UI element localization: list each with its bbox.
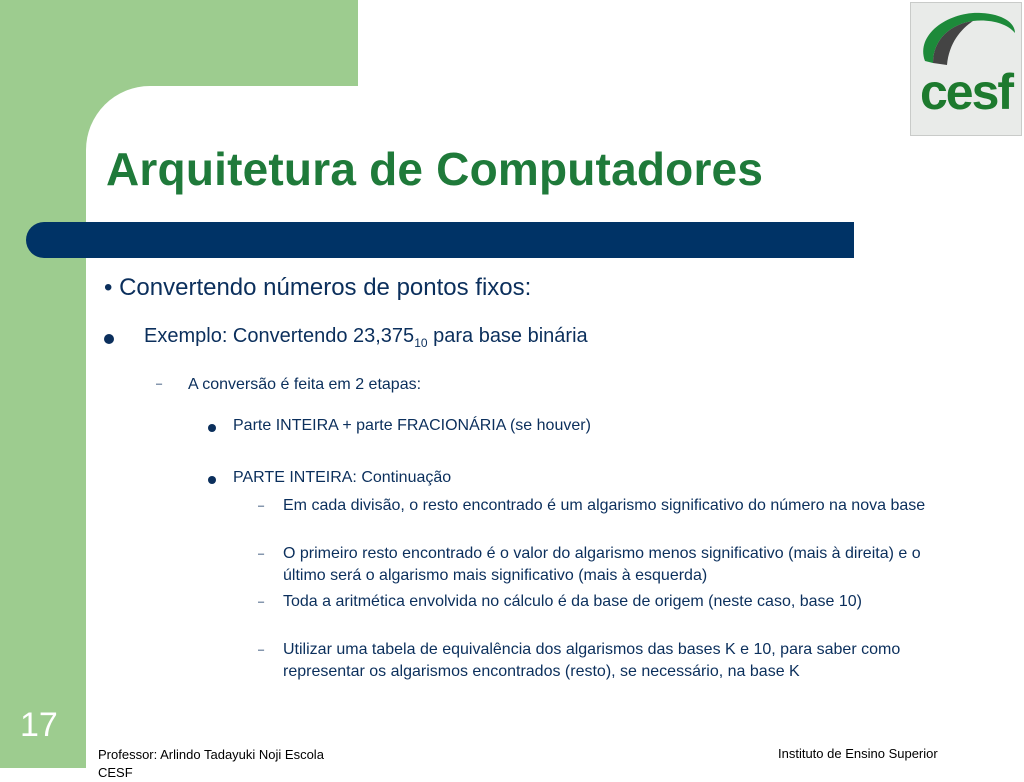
slide-title: Arquitetura de Computadores [106, 143, 764, 195]
detail-text: Toda a aritmética envolvida no cálculo é da base de origem (neste caso, base 10) [283, 593, 863, 610]
example-subscript: 10 [414, 336, 428, 350]
dash-icon: – [258, 500, 265, 512]
footer-institution: Instituto de Ensino Superior [778, 746, 938, 761]
footer-author: Professor: Arlindo Tadayuki Noji Escola CESF [98, 747, 324, 780]
bullet-text: Parte INTEIRA + parte FRACIONÁRIA (se houver) [233, 417, 591, 434]
detail-text: O primeiro resto encontrado é o valor do algarismo menos significativo (mais à direita) e o último será o algarismo mais significativo (mais à esquerda) [283, 545, 921, 584]
detail-item [258, 495, 963, 517]
dash-icon: – [258, 596, 265, 608]
bullet-icon [208, 424, 216, 432]
logo-text: cesf [919, 64, 1013, 120]
bullet-icon [208, 476, 216, 484]
example-text [144, 325, 588, 350]
section-heading: • Convertendo números de pontos fixos: [104, 274, 532, 301]
bullet-text: PARTE INTEIRA: Continuação [233, 469, 452, 486]
title-underline-bar [26, 222, 854, 258]
sub-item-text: A conversão é feita em 2 etapas: [188, 376, 422, 393]
dash-icon: – [156, 378, 163, 390]
bullet-icon [104, 334, 114, 344]
cesf-logo [910, 2, 1022, 136]
dash-icon: – [258, 644, 265, 656]
example-prefix: Exemplo: Convertendo 23,375 [144, 325, 415, 347]
detail-item [258, 543, 963, 587]
detail-text: Em cada divisão, o resto encontrado é um algarismo significativo do número na nova base [283, 497, 926, 514]
slide-number: 17 [20, 706, 58, 744]
example-suffix: para base binária [427, 325, 588, 347]
detail-text: Utilizar uma tabela de equivalência dos algarismos das bases K e 10, para saber como representar os algarismos encontrados (resto), se necessário, na base K [283, 641, 901, 680]
detail-item [258, 639, 948, 683]
detail-item [258, 591, 938, 613]
dash-icon: – [258, 548, 265, 560]
